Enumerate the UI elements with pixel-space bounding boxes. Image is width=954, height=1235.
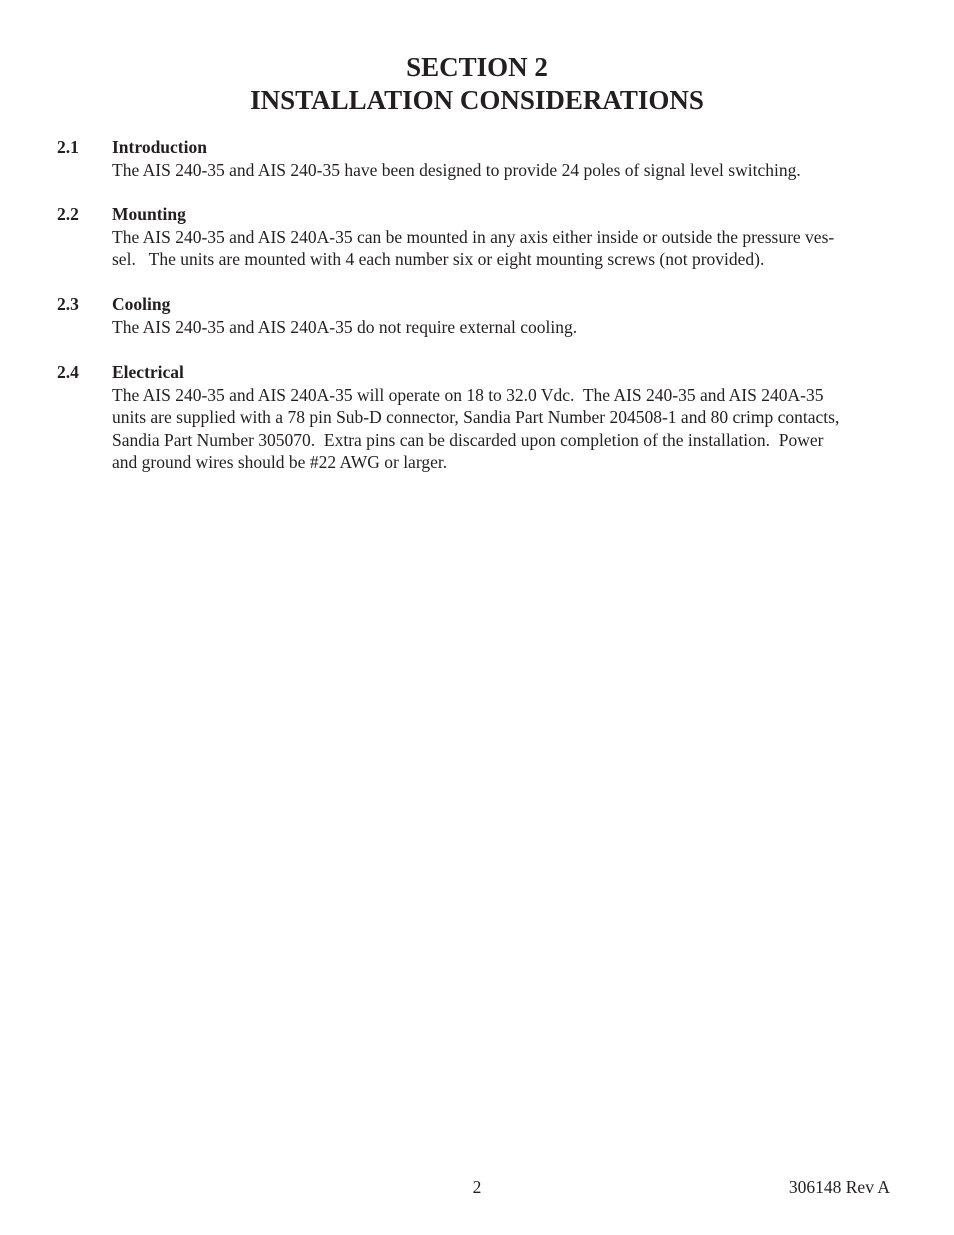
section-body: [112, 159, 892, 182]
section-body: [112, 316, 892, 339]
section-heading: Mounting: [112, 204, 186, 224]
section-heading: Electrical: [112, 362, 184, 382]
section-heading: Cooling: [112, 294, 171, 314]
page-number: 2: [472, 1177, 482, 1197]
section-body: [112, 384, 892, 474]
section-title: SECTION 2: [406, 52, 548, 82]
body-line: The AIS 240-35 and AIS 240A-35 will operate on 18 to 32.0 Vdc. The AIS 240-35 and AIS 240A-35: [112, 384, 824, 405]
document-number: 306148 Rev A: [788, 1177, 890, 1197]
body-line: units are supplied with a 78 pin Sub-D connector, Sandia Part Number 204508-1 and 80 crimp contacts,: [112, 407, 840, 427]
section-number: 2.3: [57, 294, 79, 314]
body-line: The AIS 240-35 and AIS 240A-35 can be mounted in any axis either inside or outside the pressure ves-: [112, 226, 835, 247]
section-heading: Introduction: [112, 137, 207, 157]
body-line: Sandia Part Number 305070. Extra pins can be discarded upon completion of the installation. Power: [112, 429, 824, 450]
body-line: sel. The units are mounted with 4 each number six or eight mounting screws (not provided).: [112, 249, 765, 269]
body-line: The AIS 240-35 and AIS 240-35 have been designed to provide 24 poles of signal level switching.: [112, 159, 801, 180]
section-body: [112, 226, 892, 271]
section-subtitle: INSTALLATION CONSIDERATIONS: [250, 85, 704, 115]
section-number: 2.2: [57, 204, 79, 224]
section-number: 2.4: [57, 362, 79, 382]
body-line: The AIS 240-35 and AIS 240A-35 do not require external cooling.: [112, 316, 578, 337]
body-line: and ground wires should be #22 AWG or larger.: [112, 452, 448, 472]
section-number: 2.1: [57, 137, 79, 157]
